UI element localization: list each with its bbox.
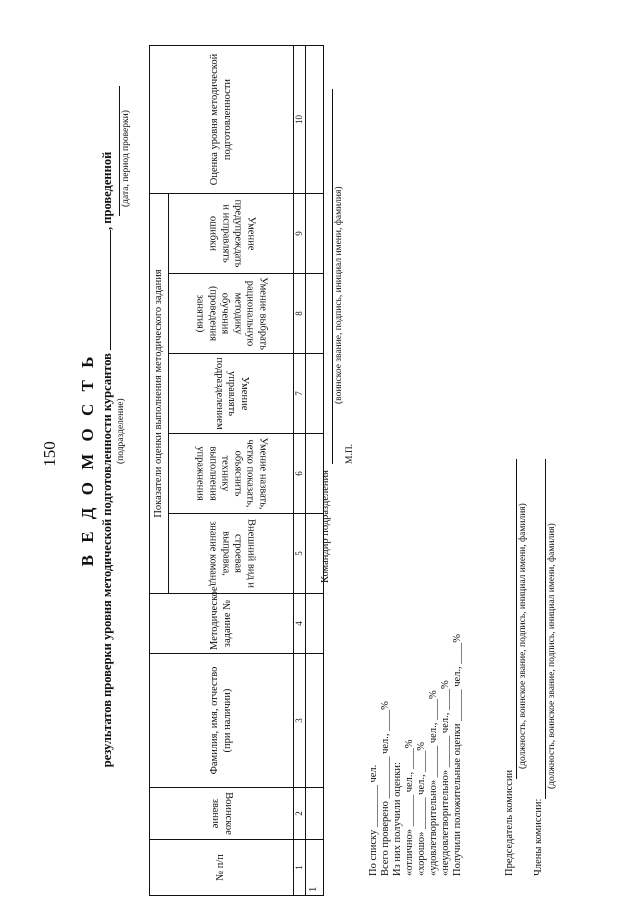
document-title: В Е Д О М О С Т Ь [78,352,97,567]
row-cell [306,594,324,654]
header-c5-text: Внешний вид и строевая выправка, знание команд [207,518,257,588]
header-c7 [169,354,294,434]
results-table [149,45,324,896]
chairman-caption: (должность, воинское звание, подпись, инициал имени, фамилия) [518,503,528,769]
chairman-label: Председатель комиссии [504,769,515,876]
header-c6 [169,434,294,514]
commander-caption: (воинское звание, подпись, инициал имени, фамилия) [334,186,344,404]
column-number: 4 [294,594,306,654]
unit-caption: (подразделение) [116,398,126,464]
row-cell [306,654,324,788]
column-number: 1 [294,840,306,896]
header-c8 [169,274,294,354]
page-number: 150 [40,441,59,467]
header-c9-text: Умение предупреждать и исправлять ошибки [207,199,257,268]
row-cell [306,354,324,434]
summary-line: Всего проверено ________ чел., ____% [380,701,391,876]
header-num: № п/п [150,840,294,896]
members-line [545,459,546,799]
column-number: 6 [294,434,306,514]
column-number: 3 [294,654,306,788]
column-number: 2 [294,788,306,840]
header-rank [150,788,294,840]
unit-blank [100,230,111,350]
column-number: 8 [294,274,306,354]
subtitle-lead: результатов проверки уровня методической подготовленности курсантов [100,353,114,768]
summary-line: «неудовлетворительно» ______ чел., ____% [440,680,451,876]
header-c9 [169,194,294,274]
header-c5 [169,514,294,594]
header-rank-text: Воинское звание [210,792,235,835]
row-cell [306,194,324,274]
header-group: Показатели оценки выполнения методического задания [150,194,169,594]
column-number: 9 [294,194,306,274]
commander-line [332,89,333,464]
chairman-line [516,459,517,779]
column-number: 5 [294,514,306,594]
summary-line: Получили положительные оценки ______ чел., ____% [452,633,463,876]
subtitle-trail: , проведенной [100,151,114,230]
summary-line: «отлично» ______ чел., ____% [404,739,415,876]
document-subtitle [100,0,115,919]
row-cell [306,46,324,194]
date-caption: (дата, период проверки) [121,110,131,207]
summary-line: «хорошо» ______ чел., ____% [416,742,427,876]
header-c10: Оценка уровня методической подготовленности [150,46,294,194]
header-name: Фамилия, имя, отчество (при наличии) [150,654,294,788]
row-num: 1 [306,840,324,896]
header-c8-text: Умение выбрать рациональную методику обучения (проведения занятия) [194,277,269,350]
members-label: Члены комиссии: [533,798,544,876]
date-line [119,86,120,216]
summary-line: Из них получили оценки: [392,762,403,876]
row-cell [306,274,324,354]
commander-label: Командир подразделения [320,470,331,583]
members-caption: (должность, воинское звание, подпись, инициал имени, фамилия) [547,523,557,789]
column-number: 10 [294,46,306,194]
header-task: Методическое задание № [150,594,294,654]
header-c6-text: Умение назвать, четко показать, объяснить технику выполнения упражнения [194,437,269,510]
row-cell [306,788,324,840]
header-c7-text: Умение управлять подразделением [213,357,250,430]
stamp-label: М.П. [345,443,355,464]
column-number: 7 [294,354,306,434]
summary-line: «удовлетворительно» ______ чел., ____% [428,690,439,876]
summary-line: По списку ________ чел. [368,764,379,876]
